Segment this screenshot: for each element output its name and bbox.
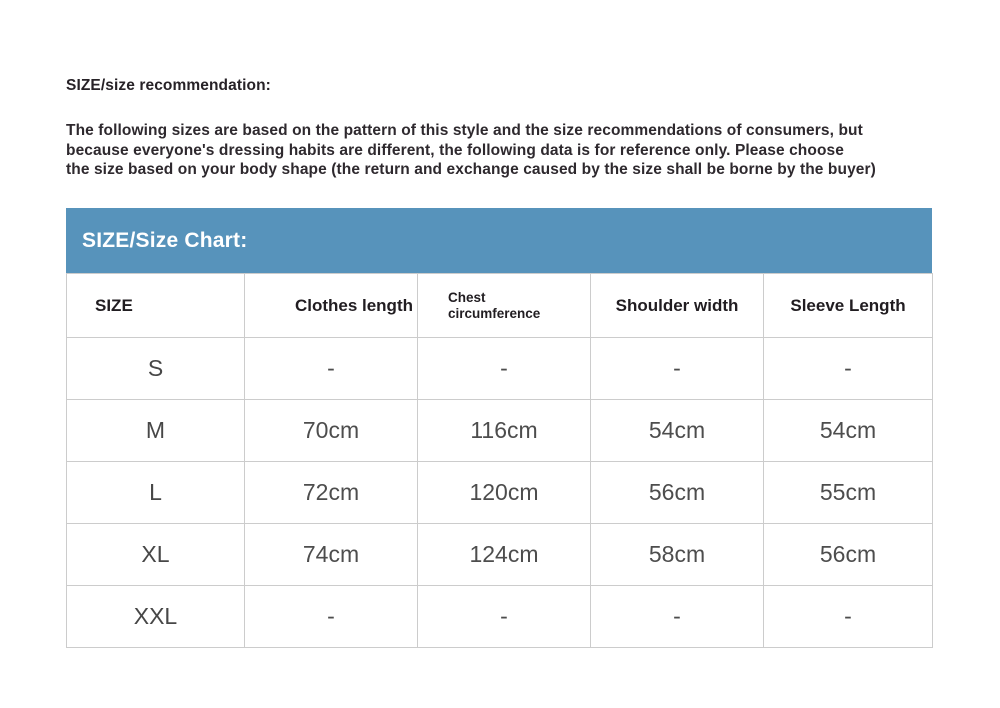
size-label-cell: S — [67, 338, 245, 400]
size-table-header — [67, 274, 933, 338]
size-label-cell: M — [67, 400, 245, 462]
size-recommendation-heading: SIZE/size recommendation: — [66, 77, 271, 94]
column-header-sleeve-length: Sleeve Length — [764, 274, 933, 338]
table-row — [67, 462, 933, 524]
measurement-cell: 56cm — [764, 524, 933, 586]
column-header-chest-circumference: Chest circumference — [418, 274, 591, 338]
size-label-cell: XL — [67, 524, 245, 586]
measurement-cell: 54cm — [591, 400, 764, 462]
measurement-cell: - — [245, 338, 418, 400]
measurement-cell: - — [418, 586, 591, 648]
table-row — [67, 400, 933, 462]
column-header-clothes-length: Clothes length — [245, 274, 418, 338]
measurement-cell: - — [591, 338, 764, 400]
measurement-cell: - — [245, 586, 418, 648]
disclaimer-line: the size based on your body shape (the return and exchange caused by the size shall be borne by the buyer) — [66, 161, 876, 178]
size-label-cell: L — [67, 462, 245, 524]
measurement-cell: 72cm — [245, 462, 418, 524]
column-header-shoulder-width: Shoulder width — [591, 274, 764, 338]
column-header-size: SIZE — [67, 274, 245, 338]
measurement-cell: 116cm — [418, 400, 591, 462]
measurement-cell: 124cm — [418, 524, 591, 586]
size-table-body — [67, 338, 933, 648]
measurement-cell: - — [764, 338, 933, 400]
disclaimer-line: The following sizes are based on the pattern of this style and the size recommendations of consumers, but — [66, 122, 863, 139]
measurement-cell: - — [591, 586, 764, 648]
table-row — [67, 586, 933, 648]
size-disclaimer-paragraph — [66, 121, 876, 180]
measurement-cell: 54cm — [764, 400, 933, 462]
measurement-cell: 58cm — [591, 524, 764, 586]
size-chart-title: SIZE/Size Chart: — [82, 228, 248, 252]
disclaimer-line: because everyone's dressing habits are different, the following data is for reference only. Please choose — [66, 141, 844, 159]
measurement-cell: 56cm — [591, 462, 764, 524]
measurement-cell: 70cm — [245, 400, 418, 462]
table-row — [67, 338, 933, 400]
measurement-cell: - — [764, 586, 933, 648]
measurement-cell: 120cm — [418, 462, 591, 524]
size-chart-table — [66, 273, 933, 648]
measurement-cell: 55cm — [764, 462, 933, 524]
table-row — [67, 524, 933, 586]
measurement-cell: 74cm — [245, 524, 418, 586]
header-row — [67, 274, 933, 338]
size-chart-banner — [66, 208, 932, 273]
measurement-cell: - — [418, 338, 591, 400]
size-label-cell: XXL — [67, 586, 245, 648]
